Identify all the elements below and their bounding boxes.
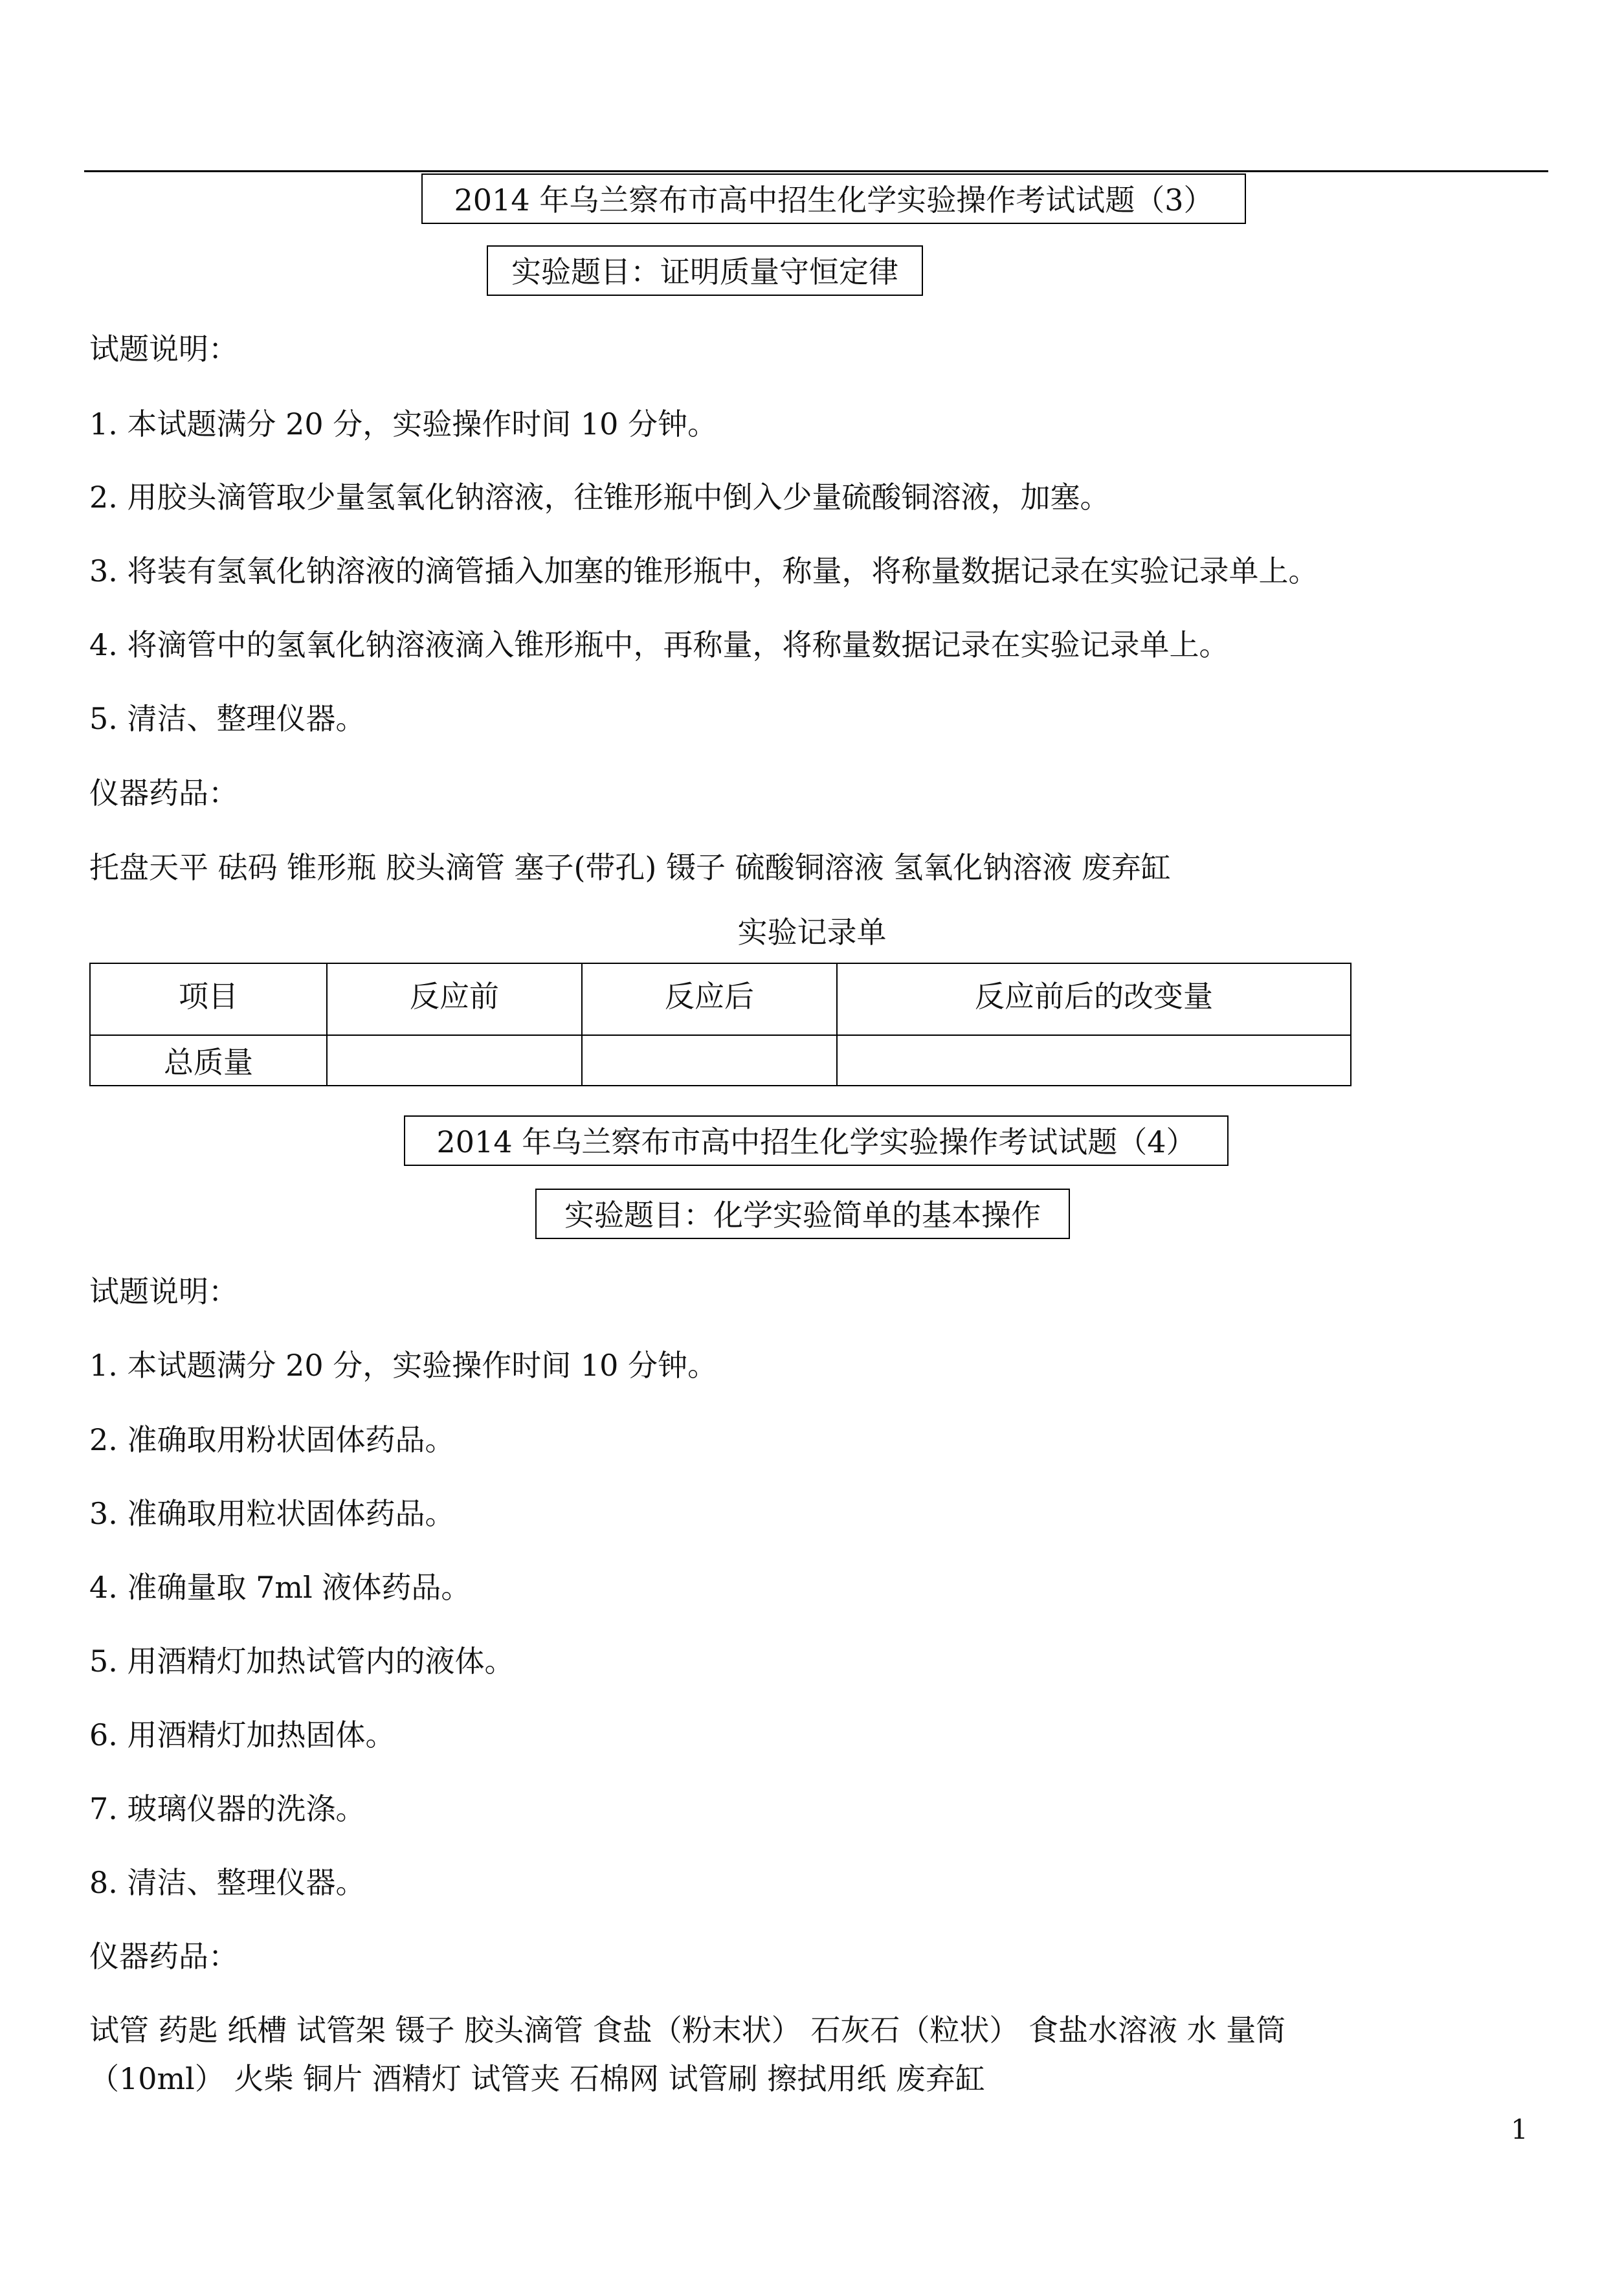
table-header-cell: 反应前后的改变量 (837, 963, 1351, 1035)
instruction-item: 2. 准确取用粉状固体药品。 (89, 1422, 455, 1457)
desc-heading-4: 试题说明： (89, 1274, 238, 1309)
table-cell (582, 1035, 837, 1086)
exam-title-3: 2014 年乌兰察布市高中招生化学实验操作考试试题（3） (421, 173, 1246, 224)
instruction-item: 5. 清洁、整理仪器。 (89, 701, 366, 736)
experiment-subject-4: 实验题目：化学实验简单的基本操作 (535, 1189, 1070, 1239)
instruction-item: 1. 本试题满分 20 分，实验操作时间 10 分钟。 (89, 1348, 718, 1383)
instruction-item: 6. 用酒精灯加热固体。 (89, 1717, 395, 1752)
table-header-cell: 项目 (90, 963, 327, 1035)
instruction-item: 3. 准确取用粒状固体药品。 (89, 1496, 455, 1531)
record-table (89, 963, 1351, 1086)
page-number: 1 (1511, 2114, 1528, 2145)
table-header-cell: 反应前 (327, 963, 582, 1035)
table-cell (837, 1035, 1351, 1086)
instruction-item: 4. 将滴管中的氢氧化钠溶液滴入锥形瓶中，再称量，将称量数据记录在实验记录单上。 (89, 627, 1229, 662)
materials-heading-3: 仪器药品： (89, 776, 238, 811)
instruction-item: 8. 清洁、整理仪器。 (89, 1865, 366, 1900)
table-header-row (90, 963, 1351, 1035)
table-row (90, 1035, 1351, 1086)
instruction-item: 3. 将装有氢氧化钠溶液的滴管插入加塞的锥形瓶中，称量，将称量数据记录在实验记录单上。 (89, 554, 1318, 588)
materials-list-3: 托盘天平 砝码 锥形瓶 胶头滴管 塞子(带孔) 镊子 硫酸铜溶液 氢氧化钠溶液 废弃缸 (89, 850, 1171, 885)
instruction-item: 1. 本试题满分 20 分，实验操作时间 10 分钟。 (89, 407, 718, 442)
table-header-cell: 反应后 (582, 963, 837, 1035)
table-cell (327, 1035, 582, 1086)
header-rule (84, 170, 1548, 172)
instruction-item: 4. 准确量取 7ml 液体药品。 (89, 1570, 471, 1605)
table-cell: 总质量 (90, 1035, 327, 1086)
instruction-item: 2. 用胶头滴管取少量氢氧化钠溶液，往锥形瓶中倒入少量硫酸铜溶液，加塞。 (89, 480, 1110, 515)
materials-heading-4: 仪器药品： (89, 1939, 238, 1974)
record-sheet-title: 实验记录单 (737, 915, 887, 950)
materials-list-4-line2: （10ml） 火柴 铜片 酒精灯 试管夹 石棉网 试管刷 擦拭用纸 废弃缸 (89, 2061, 985, 2096)
materials-list-4-line1: 试管 药匙 纸槽 试管架 镊子 胶头滴管 食盐（粉末状） 石灰石（粒状） 食盐水溶液 水 量筒 (89, 2013, 1286, 2048)
experiment-subject-3: 实验题目：证明质量守恒定律 (487, 245, 923, 296)
instruction-item: 7. 玻璃仪器的洗涤。 (89, 1791, 366, 1826)
exam-title-4: 2014 年乌兰察布市高中招生化学实验操作考试试题（4） (404, 1115, 1229, 1166)
desc-heading-3: 试题说明： (89, 331, 238, 366)
instruction-item: 5. 用酒精灯加热试管内的液体。 (89, 1644, 515, 1679)
